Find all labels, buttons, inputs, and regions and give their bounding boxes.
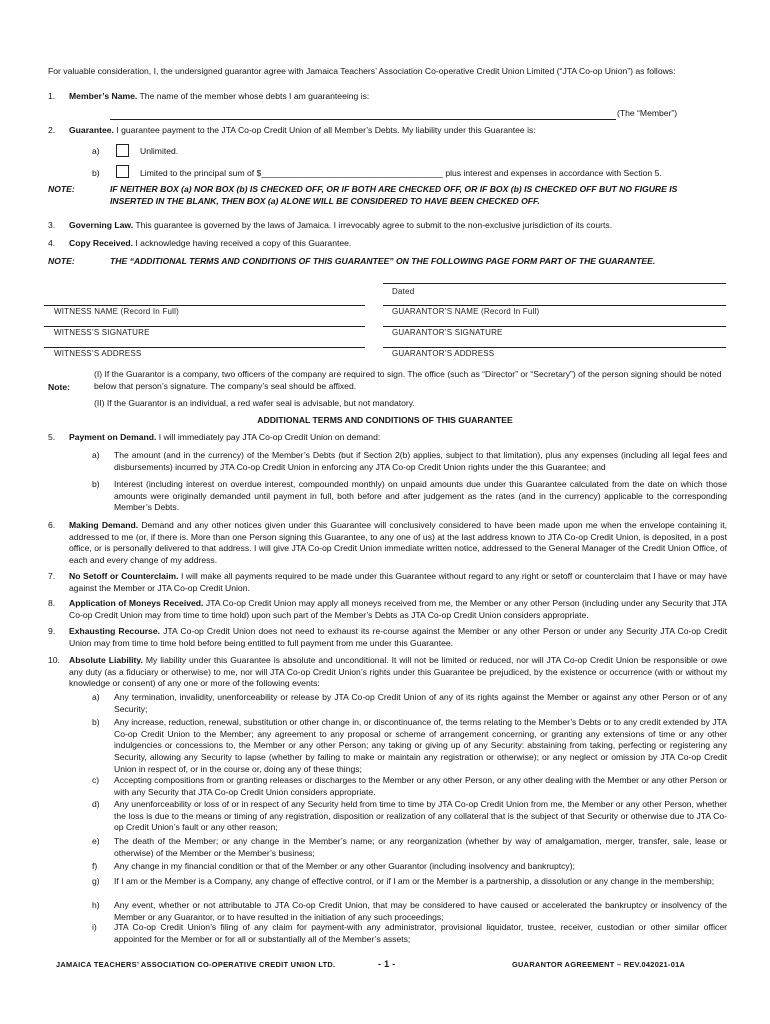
witness-signature-line[interactable] [44,326,365,327]
section-5a-letter: a) [92,450,100,460]
section-1-text [69,91,727,103]
section-10d-letter: d) [92,799,100,809]
dated-line[interactable] [383,305,726,306]
note-3-item-1: (I) If the Guarantor is a company, two officers of the company are required to sign. The office (such as “Director” or “Secretary”) of the person signing should be noted below that person’s signature. The company’s seal should be affixed. [94,369,722,391]
section-10e-text: The death of the Member; or any change in the Member’s name; or any reorganization (whether by way of amalgamation, merger, transfer, sale, lease or otherwise) of the Member or the Member’s business; [114,836,727,858]
guarantor-name-line[interactable] [383,326,726,327]
member-name-line[interactable] [110,119,616,120]
section-7-number: 7. [48,571,56,581]
section-2-body: I guarantee payment to the JTA Co-op Credit Union of all Member’s Debts. My liability under this Guarantee is: [113,125,536,135]
witness-address-label: WITNESS’S ADDRESS [54,349,142,358]
guarantor-signature-label: GUARANTOR’S SIGNATURE [392,328,503,337]
intro-paragraph: For valuable consideration, I, the undersigned guarantor agree with Jamaica Teachers’ Association Co-operative Credit Union Limited (“JTA Co-op Union”) as follows: [48,66,676,76]
section-10b-letter: b) [92,717,100,727]
section-5-text [69,432,727,444]
section-10-number: 10. [48,655,60,665]
section-3-text [69,220,727,232]
section-10f-letter: f) [92,861,98,871]
section-4-body: I acknowledge having received a copy of this Guarantee. [133,238,352,248]
note-2-text: THE “ADDITIONAL TERMS AND CONDITIONS OF THIS GUARANTEE” ON THE FOLLOWING PAGE FORM PART OF THE GUARANTEE. [110,256,656,266]
witness-address-line[interactable] [44,347,365,348]
section-10h-letter: h) [92,900,100,910]
section-10g-text: If I am or the Member is a Company, any change of effective control, or if I am or the Member is a partnership, a dissolution or any change in the membership; [114,876,715,886]
section-10-title: Absolute Liability. [69,655,143,665]
witness-name-line[interactable] [44,305,365,306]
section-4-number: 4. [48,238,56,248]
section-8-text [69,598,727,621]
footer-page-number: - 1 - [378,959,396,969]
note-2-label: NOTE: [48,256,75,266]
footer-organization: JAMAICA TEACHERS’ ASSOCIATION CO-OPERATIVE CREDIT UNION LTD. [56,960,336,969]
section-10f-text: Any change in my financial condition or that of the Member or any other Guarantor (including insolvency and bankruptcy); [114,861,575,871]
section-2a-letter: a) [92,146,100,156]
section-5a-text: The amount (and in the currency) of the Member’s Debts (but if Section 2(b) applies, subject to that limitation), plus any expenses (including all legal fees and disbursements) incurred by JTA Co-op Credit Union in enforcing any JTA Co-op Credit Union rights under the this Guarantee; and [114,450,727,472]
section-10-body: My liability under this Guarantee is absolute and unconditional. It will not be limited or reduced, nor will JTA Co-op Credit Union be responsible or owe any duty (as a fiduciary or otherwise) to me, nor will JTA Co-op Credit Union’s rights under this Guarantee be prejudiced, by the existence or occurrence (with or without my knowledge or consent) of any one or more of the following events: [69,655,727,689]
section-7-body: I will make all payments required to be made under this Guarantee without regard to any right or setoff or counterclaim that I have or may have against the Member or JTA Co-op Credit Union. [69,571,727,593]
limited-checkbox[interactable] [116,165,129,178]
section-6-body: Demand and any other notices given under this Guarantee will conclusively considered to have been made upon me when the envelope containing it, addressed to me (or, if there is. More than one Person signing this Guarantee, to any one of us) at the last address known to JTA Co-op Credit Union, is deposited, in a post office, or is personally delivered to that address. I will give JTA Co-op Credit Union immediate written notice, addressed to the General Manager of the Credit Union Office, of each and every change of my address. [69,520,727,566]
section-8-title: Application of Moneys Received. [69,598,204,608]
section-10a-text: Any termination, invalidity, unenforceability or release by JTA Co-op Credit Union of any of its rights against the Member or against any other Person or of any Security; [114,692,727,714]
note-3-item-2: (II) If the Guarantor is an individual, a red wafer seal is advisable, but not mandatory. [94,398,415,408]
section-6-number: 6. [48,520,56,530]
section-5b-text: Interest (including interest on overdue interest, compounded monthly) on unpaid amounts due under this Guarantee calculated from the date on which those amounts were originally demanded until payment in full, both before and after judgement as the rates (and in the currency) applicable to the corresponding Member’s Debts. [114,479,727,513]
guarantor-signature-line[interactable] [383,347,726,348]
dated-top-line [383,283,726,284]
section-2-number: 2. [48,125,56,135]
section-3-number: 3. [48,220,56,230]
section-10-text [69,655,727,690]
note-1-label: NOTE: [48,184,75,194]
section-10b-text: Any increase, reduction, renewal, substitution or other change in, or discontinuance of, the terms relating to the Member’s Debts or to any credit extended by JTA Co-op Credit Union to the Member; any agreement to any proposal or scheme of arrangement concerning, or granting any extensions of time or any other indulgencies or concessions to, the Member or any other Person; any taking or giving up of any Security: abstaining from taking, perfecting or registering any Security, allowing any Security to lapse (whether by failing to make or maintain any registration or otherwise); or any neglect or omission by JTA Co-op Credit Union in respect of, or in the course or, doing any of these things; [114,717,727,774]
section-2b-letter: b) [92,168,100,178]
section-3-title: Governing Law. [69,220,134,230]
section-1-number: 1. [48,91,56,101]
guarantor-name-label: GUARANTOR’S NAME (Record In Full) [392,307,540,316]
section-3-body: This guarantee is governed by the laws of Jamaica. I irrevocably agree to submit to the non-exclusive jurisdiction of its courts. [133,220,613,230]
section-2a-text: Unlimited. [140,146,179,156]
section-10c-text: Accepting compositions from or granting releases or discharges to the Member or any other Person, or any other dealing with the Member or any other Person or with any Security that JTA Co-op Credit Union considers appropriate. [114,775,727,797]
section-10i-letter: i) [92,922,97,932]
dated-label: Dated [392,287,415,296]
section-9-body: JTA Co-op Credit Union does not need to exhaust its re-course against the Member or any other Person or under any Security JTA Co-op Credit Union may from time to time hold before being entitled to full payment from me under this Guarantee. [69,626,727,648]
section-5-title: Payment on Demand. [69,432,157,442]
section-4-text [69,238,727,250]
footer-document-revision: GUARANTOR AGREEMENT – REV.042021-01A [512,960,686,969]
section-6-text [69,520,727,567]
section-1-body: The name of the member whose debts I am guaranteeing is: [137,91,370,101]
section-9-title: Exhausting Recourse. [69,626,160,636]
section-10d-text: Any unenforceability or loss of or in respect of any Security held from time to time by JTA Co-op Credit Union from me, the Member or any other Person, whether the loss is due to the means or timing of any registration, disposition or realization of any collateral that is the subject of that Security or otherwise due to JTA Co-op Credit Union’s fault or any other reason; [114,799,727,833]
note-1-text: IF NEITHER BOX (a) NOR BOX (b) IS CHECKED OFF, OR IF BOTH ARE CHECKED OFF, OR IF BOX (b) IS CHECKED OFF BUT NO FIGURE IS INSERTED IN THE BLANK, THEN BOX (a) ALONE WILL BE CONSIDERED TO HAVE BEEN CHECKED OFF. [110,184,678,206]
section-1-title: Member’s Name. [69,91,138,101]
section-7-title: No Setoff or Counterclaim. [69,571,179,581]
note-3-label: Note: [48,382,70,392]
section-9-number: 9. [48,626,56,636]
section-2-title: Guarantee. [69,125,114,135]
section-2b-text: Limited to the principal sum of $______________________________________ plus interest and expenses in accordance with Section 5. [140,168,662,178]
section-10g-letter: g) [92,876,100,886]
section-6-title: Making Demand. [69,520,139,530]
section-4-title: Copy Received. [69,238,133,248]
section-10a-letter: a) [92,692,100,702]
section-5b-letter: b) [92,479,100,489]
witness-signature-label: WITNESS’S SIGNATURE [54,328,150,337]
section-5-number: 5. [48,432,56,442]
section-2-text [69,125,727,137]
witness-name-label: WITNESS NAME (Record In Full) [54,307,179,316]
section-8-body: JTA Co-op Credit Union may apply all moneys received from me, the Member or any other Person (including under any Security that JTA Co-op Credit Union may from time to time hold) upon such part of the Member’s Debts as JTA Co-op Credit Union considers appropriate. [69,598,728,620]
section-10i-text: JTA Co-op Credit Union’s filing of any claim for payment-with any administrator, provisional liquidator, trustee, receiver, custodian or other similar officer appointed for the Member or for all or substantially all of the Member’s assets; [114,922,727,944]
section-8-number: 8. [48,598,56,608]
section-10c-letter: c) [92,775,100,785]
section-7-text [69,571,727,594]
unlimited-checkbox[interactable] [116,144,129,157]
section-5-body: I will immediately pay JTA Co-op Credit Union on demand: [156,432,381,442]
section-10e-letter: e) [92,836,100,846]
member-tag: (The “Member”) [617,108,678,118]
section-9-text [69,626,727,649]
additional-terms-heading: ADDITIONAL TERMS AND CONDITIONS OF THIS GUARANTEE [257,415,513,425]
guarantor-address-label: GUARANTOR’S ADDRESS [392,349,495,358]
section-10h-text: Any event, whether or not attributable to JTA Co-op Credit Union, that may be considered to have caused or accelerated the bankruptcy or insolvency of the Member or any Guarantor, or to have resulted in the initiation of any such proceedings; [114,900,727,922]
